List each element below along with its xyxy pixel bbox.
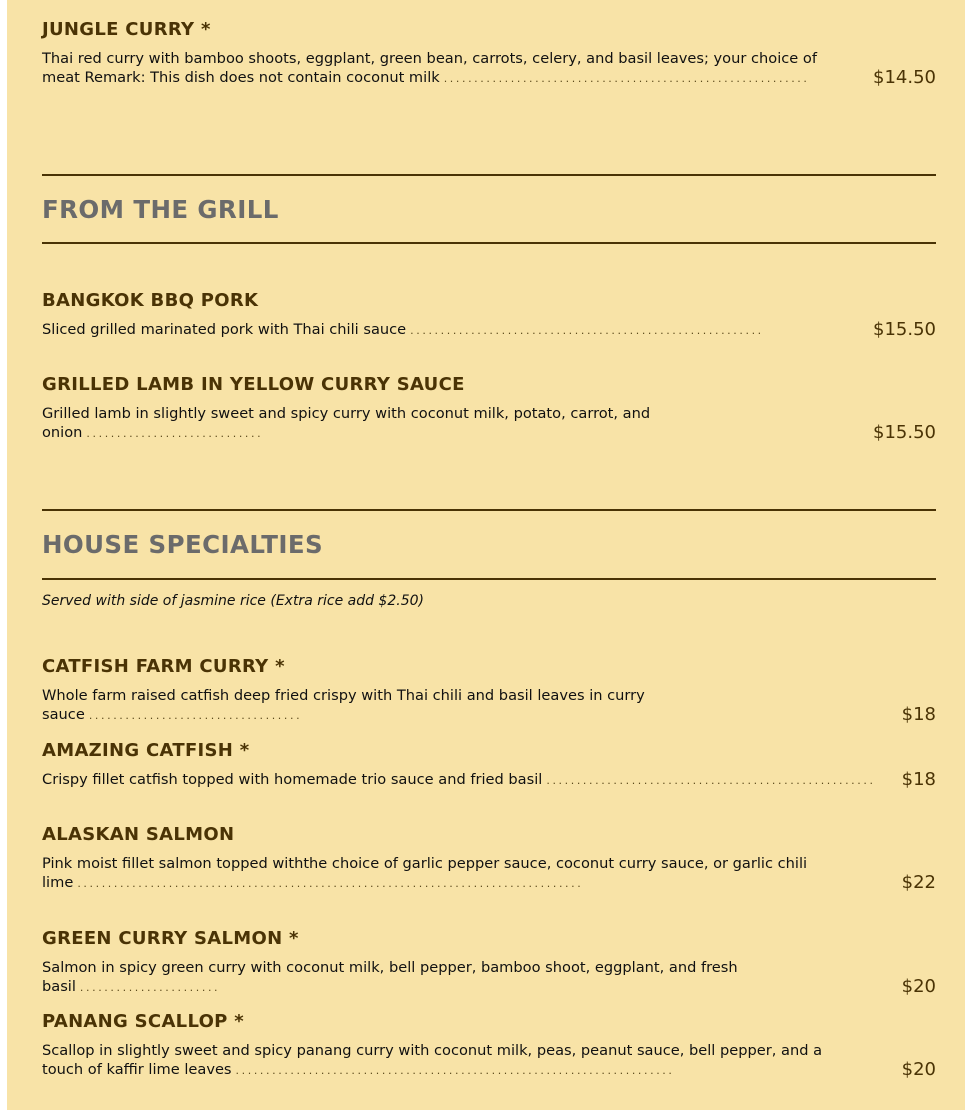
menu-item: [42, 824, 936, 893]
item-desc-line: Scallop in slightly sweet and spicy panang curry with coconut milk, peas, peanut sauce, bell pepper, and a: [42, 1042, 823, 1059]
item-desc-line: Thai red curry with bamboo shoots, eggplant, green bean, carrots, celery, and basil leaves; your choice of: [42, 50, 817, 67]
menu-item: [42, 19, 936, 88]
item-description: [42, 770, 936, 790]
item-name: ALASKAN SALMON: [42, 824, 235, 845]
item-desc-line: meat Remark: This dish does not contain coconut milk: [42, 69, 444, 86]
section-rule: [42, 242, 936, 244]
dot-leader: ............................................................: [443, 72, 810, 85]
item-desc-line: Whole farm raised catfish deep fried crispy with Thai chili and basil leaves in curry sauce: [42, 687, 645, 723]
item-price: $20: [898, 1059, 936, 1081]
item-row: [42, 404, 936, 443]
menu-item: [42, 928, 936, 997]
section-title: HOUSE SPECIALTIES: [42, 530, 324, 559]
item-row: [42, 1041, 936, 1080]
dot-leader: ..........................................................: [410, 324, 764, 337]
item-price: $15.50: [869, 319, 936, 341]
item-row: [42, 686, 936, 725]
item-description: [42, 854, 936, 893]
menu-page: [7, 0, 965, 1110]
item-description: [42, 404, 936, 443]
item-row: [42, 770, 936, 790]
item-desc-line: Salmon in spicy green curry with coconut milk, bell pepper, bamboo shoot, eggplant, and fresh basil: [42, 959, 738, 995]
section-title: FROM THE GRILL: [42, 195, 279, 224]
menu-item: [42, 1011, 936, 1080]
section-rule: [42, 578, 936, 580]
dot-leader: .............................: [86, 427, 264, 440]
menu-item: [42, 656, 936, 725]
item-name: JUNGLE CURRY *: [42, 19, 211, 40]
section-note: Served with side of jasmine rice (Extra rice add $2.50): [42, 593, 424, 609]
item-row: [42, 320, 936, 340]
item-row: [42, 49, 936, 88]
dot-leader: ........................................................................: [235, 1064, 675, 1077]
menu-item: [42, 374, 936, 443]
item-price: $22: [898, 872, 936, 894]
item-price: $18: [898, 704, 936, 726]
menu-item: [42, 740, 936, 790]
item-name: GREEN CURRY SALMON *: [42, 928, 299, 949]
item-desc-line: touch of kaffir lime leaves: [42, 1061, 236, 1078]
item-name: GRILLED LAMB IN YELLOW CURRY SAUCE: [42, 374, 465, 395]
item-price: $18: [898, 769, 936, 791]
menu-item: [42, 290, 936, 340]
dot-leader: .......................: [79, 981, 221, 994]
item-description: [42, 320, 936, 340]
item-price: $14.50: [869, 67, 936, 89]
dot-leader: ...................................: [88, 709, 303, 722]
item-desc-line: Pink moist fillet salmon topped withthe choice of garlic pepper sauce, coconut curry sauce, or garlic chili: [42, 855, 808, 872]
item-desc-line: Sliced grilled marinated pork with Thai chili sauce: [42, 321, 410, 338]
item-name: BANGKOK BBQ PORK: [42, 290, 259, 311]
item-description: [42, 686, 936, 725]
section-rule: [42, 174, 936, 176]
item-description: [42, 1041, 936, 1080]
item-description: [42, 49, 936, 88]
item-price: $15.50: [869, 422, 936, 444]
dot-leader: ...................................................................................: [77, 877, 584, 890]
item-desc-line: Grilled lamb in slightly sweet and spicy curry with coconut milk, potato, carrot, and onion: [42, 405, 651, 441]
item-desc-line: Crispy fillet catfish topped with homemade trio sauce and fried basil: [42, 771, 546, 788]
item-price: $20: [898, 976, 936, 998]
item-description: [42, 958, 936, 997]
item-desc-line: lime: [42, 874, 77, 891]
item-name: CATFISH FARM CURRY *: [42, 656, 285, 677]
item-row: [42, 854, 936, 893]
item-name: AMAZING CATFISH *: [42, 740, 250, 761]
item-name: PANANG SCALLOP *: [42, 1011, 244, 1032]
dot-leader: ......................................................: [546, 774, 876, 787]
item-row: [42, 958, 936, 997]
section-rule: [42, 509, 936, 511]
